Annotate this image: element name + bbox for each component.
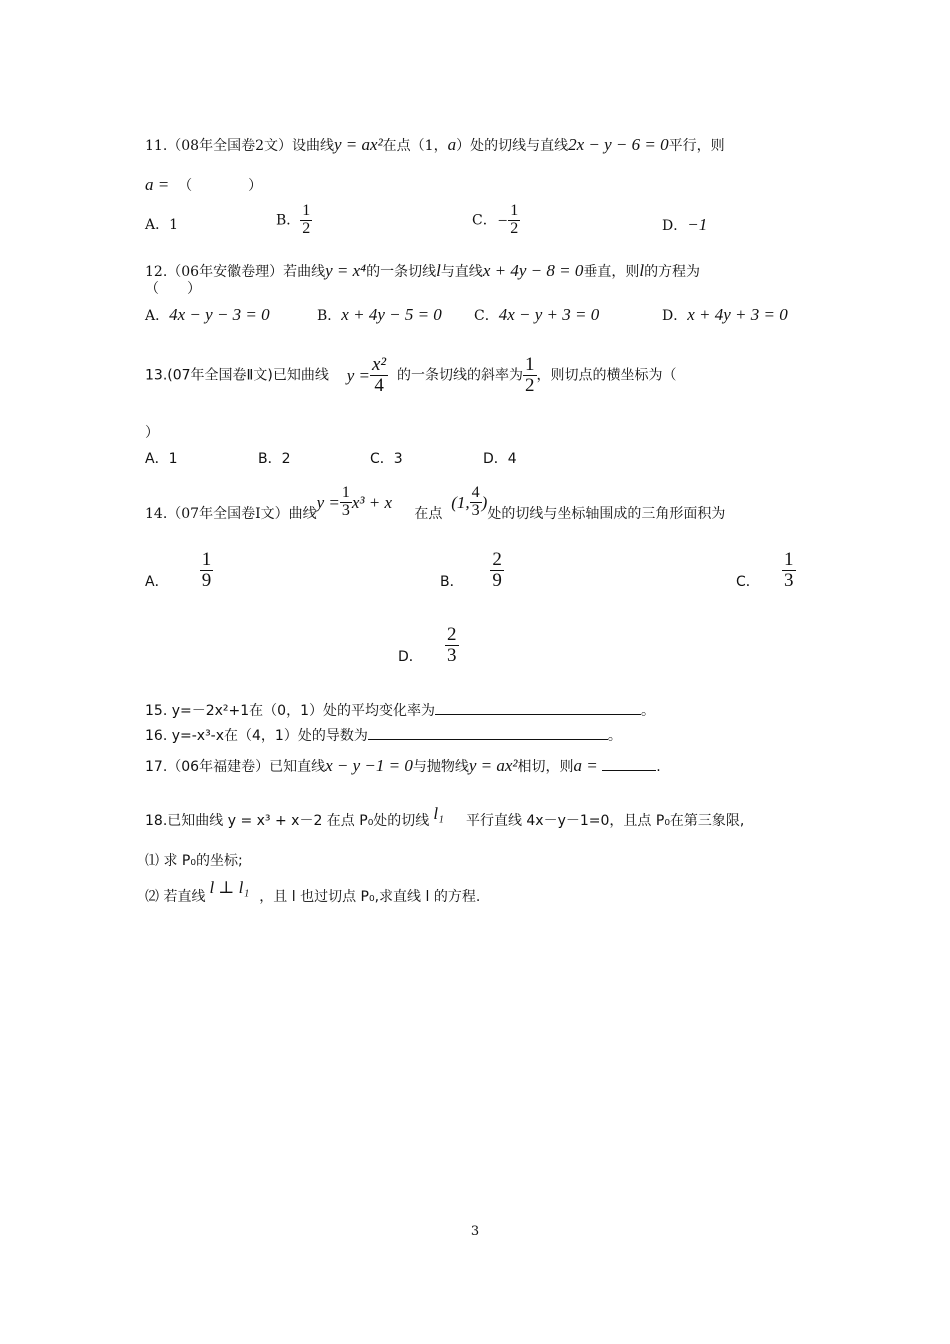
q17-text1: 17.（06年福建卷）已知直线	[145, 759, 326, 775]
q13-frac	[370, 355, 388, 396]
q13-option-d-text: D．4	[483, 451, 517, 467]
q18-sub1-text: ⑴ 求 P₀的坐标;	[145, 853, 243, 869]
q14-text2: 在点	[414, 506, 443, 523]
q17-answer-blank[interactable]	[602, 758, 656, 771]
q13-y: y =	[346, 365, 370, 385]
q18-text1: 18.已知曲线 y = x³ + x－2 在点 P₀处的切线	[145, 813, 430, 829]
q13-num: x²	[372, 354, 387, 375]
q12-option-b-label: B．	[317, 308, 342, 324]
q11-paren: （ ）	[178, 178, 263, 194]
q14-line	[145, 484, 726, 523]
q12-text2: 的一条切线	[366, 264, 437, 280]
q14-pt-close: )	[481, 492, 488, 512]
q18-perp: l ⊥ l₁	[209, 878, 250, 897]
q11-option-a-value: 1	[169, 217, 179, 233]
q16-text: 16. y=-x³-x在（4，1）处的导数为	[145, 728, 368, 744]
q14-pnum: 4	[471, 484, 480, 501]
q12-option-c-label: C．	[474, 308, 499, 324]
q17-curve: y = ax²	[468, 756, 518, 775]
q14-y: y =	[316, 492, 340, 512]
q14-option-c-num: 1	[784, 549, 794, 570]
q12-option-d	[662, 306, 788, 323]
q18-sub1	[145, 854, 243, 868]
q15-text: 15. y=－2x²+1在（0，1）处的平均变化率为	[145, 703, 435, 719]
q11-text3: ）处的切线与直线	[456, 138, 569, 154]
q14-option-b	[440, 550, 504, 591]
q14-option-b-num: 2	[492, 549, 502, 570]
q11-option-b-num: 1	[302, 202, 311, 219]
q12-paren-text: （ ）	[145, 281, 201, 297]
q11-option-c-label: C．	[472, 212, 497, 229]
q13-option-b	[258, 452, 291, 466]
q11-text1: 设曲线	[292, 138, 334, 154]
q12-option-a	[145, 306, 270, 323]
q11-option-b	[276, 203, 312, 238]
q16-end: 。	[607, 728, 622, 744]
q11-option-b-frac	[300, 203, 312, 238]
q14-option-c	[736, 550, 796, 591]
q13-text1: 13.(07年全国卷Ⅱ文)已知曲线	[145, 367, 329, 384]
q12-text4: 垂直，则	[583, 264, 640, 280]
q14-point-frac	[470, 485, 482, 520]
q11-option-c-frac	[508, 203, 520, 238]
q13-option-a-text: A．1	[145, 451, 178, 467]
q14-option-c-den: 3	[784, 569, 794, 591]
q12-text3: 与直线	[440, 264, 483, 280]
q11-number: 11.	[145, 138, 168, 154]
q13-option-a	[145, 452, 177, 466]
q11-option-a-label: A．	[145, 217, 170, 233]
q14-option-c-label: C．	[736, 574, 760, 591]
q12-l: l	[436, 261, 441, 280]
q13-slope-frac	[523, 355, 537, 396]
q12-option-c-value: 4x − y + 3 = 0	[498, 305, 600, 324]
q13-den: 4	[374, 374, 384, 396]
q13-option-c-text: C．3	[370, 451, 403, 467]
q12-option-b-value: x + 4y − 5 = 0	[341, 305, 442, 324]
q11-option-c-num: 1	[510, 202, 519, 219]
q11-option-c	[472, 203, 520, 238]
q14-option-a-den: 9	[201, 569, 212, 591]
q18-sub2b: ，且 l 也过切点 P₀,求直线 l 的方程.	[259, 889, 481, 905]
q13-option-d	[483, 452, 517, 466]
q12-option-a-label: A．	[145, 308, 170, 324]
q12-text1: 若曲线	[283, 264, 326, 280]
q18-sub2a: ⑵ 若直线	[145, 889, 206, 905]
q18-line	[145, 804, 745, 829]
q12-option-d-label: D．	[662, 308, 688, 324]
q12-option-a-value: 4x − y − 3 = 0	[169, 305, 270, 324]
q11-line	[145, 136, 725, 153]
q17-line	[145, 757, 661, 774]
q16-line	[145, 727, 622, 743]
q18-l1: l₁	[433, 804, 444, 823]
q14-text3: 处的切线与坐标轴围成的三角形面积为	[487, 506, 726, 523]
q11-text2: 在点（1，	[382, 138, 448, 154]
q13-text2: 的一条切线的斜率为	[397, 367, 524, 384]
q14-option-b-den: 9	[492, 569, 502, 591]
q18-sub2	[145, 878, 481, 905]
q13-close	[145, 426, 159, 440]
q11-option-c-den: 2	[510, 219, 519, 237]
q11-text4: 平行，则	[668, 138, 725, 154]
q15-end: 。	[641, 703, 655, 719]
q11-line-eq: 2x − y − 6 = 0	[568, 135, 669, 154]
q14-option-d-frac	[445, 625, 459, 666]
q12-curve: y = x⁴	[325, 261, 367, 280]
q12-option-b	[317, 306, 442, 323]
q14-option-a-num: 1	[201, 549, 212, 570]
q11-source: （08年全国卷2文）	[167, 138, 292, 154]
q14-option-d-den: 3	[447, 644, 457, 666]
q14-cnum: 1	[341, 484, 350, 501]
q11-option-b-den: 2	[302, 219, 311, 237]
q14-pden: 3	[471, 501, 480, 519]
q17-end: .	[656, 759, 661, 775]
q13-text3: ，则切点的横坐标为（	[536, 367, 677, 384]
q17-line-eq: x − y −1 = 0	[325, 756, 413, 775]
q14-cden: 3	[341, 501, 350, 519]
q13-snum: 1	[525, 354, 535, 375]
q11-option-a	[145, 218, 178, 232]
q11-a: a	[447, 135, 457, 154]
q14-coef-frac	[340, 485, 352, 520]
q11-option-d-label: D．	[662, 218, 688, 234]
q12-option-c	[474, 306, 599, 323]
page-number: 3	[470, 1224, 480, 1239]
q12-text5: 的方程为	[644, 264, 701, 280]
q17-text3: 相切，则	[517, 759, 574, 775]
q13-option-c	[370, 452, 403, 466]
q12-paren	[145, 282, 201, 296]
q14-option-c-frac	[782, 550, 796, 591]
q14-option-d-num: 2	[447, 624, 457, 645]
q11-line2	[145, 176, 262, 193]
q14-option-a-label: A．	[145, 574, 169, 591]
q11-option-d	[662, 216, 707, 233]
q11-lhs: a =	[145, 175, 170, 194]
q14-option-b-frac	[490, 550, 504, 591]
q12-line	[145, 262, 700, 279]
q12-number: 12.	[145, 264, 168, 280]
q11-option-d-value: −1	[687, 215, 708, 234]
q15-line	[145, 702, 655, 718]
q12-option-d-value: x + 4y + 3 = 0	[687, 305, 788, 324]
q13-close-text: ）	[145, 425, 159, 441]
q14-option-b-label: B．	[440, 574, 464, 591]
q13-sden: 2	[525, 374, 535, 396]
q12-source: （06年安徽卷理）	[167, 264, 284, 280]
q13-option-b-text: B．2	[258, 451, 291, 467]
q18-text2: 平行直线 4x－y－1=0，且点 P₀在第三象限,	[465, 813, 745, 829]
q14-pt-open: (1,	[451, 492, 470, 512]
q12-line-eq: x + 4y − 8 = 0	[482, 261, 584, 280]
q14-option-d-label: D．	[398, 649, 423, 666]
q14-option-a-frac	[200, 550, 214, 591]
q12-l-2: l	[639, 261, 645, 280]
q14-option-d	[398, 625, 459, 666]
q17-text2: 与抛物线	[412, 759, 469, 775]
q14-text1: 14.（07年全国卷Ⅰ文）曲线	[145, 506, 317, 523]
q14-tail: x³ + x	[351, 492, 393, 512]
q17-lhs: a =	[573, 756, 598, 775]
q11-option-c-sign: −	[496, 210, 509, 230]
q14-option-a	[145, 550, 213, 591]
q15-answer-blank[interactable]	[435, 702, 641, 715]
q11-option-b-label: B．	[276, 212, 301, 229]
q11-curve: y = ax²	[334, 135, 383, 154]
q16-answer-blank[interactable]	[368, 727, 608, 740]
q13-line	[145, 355, 677, 396]
